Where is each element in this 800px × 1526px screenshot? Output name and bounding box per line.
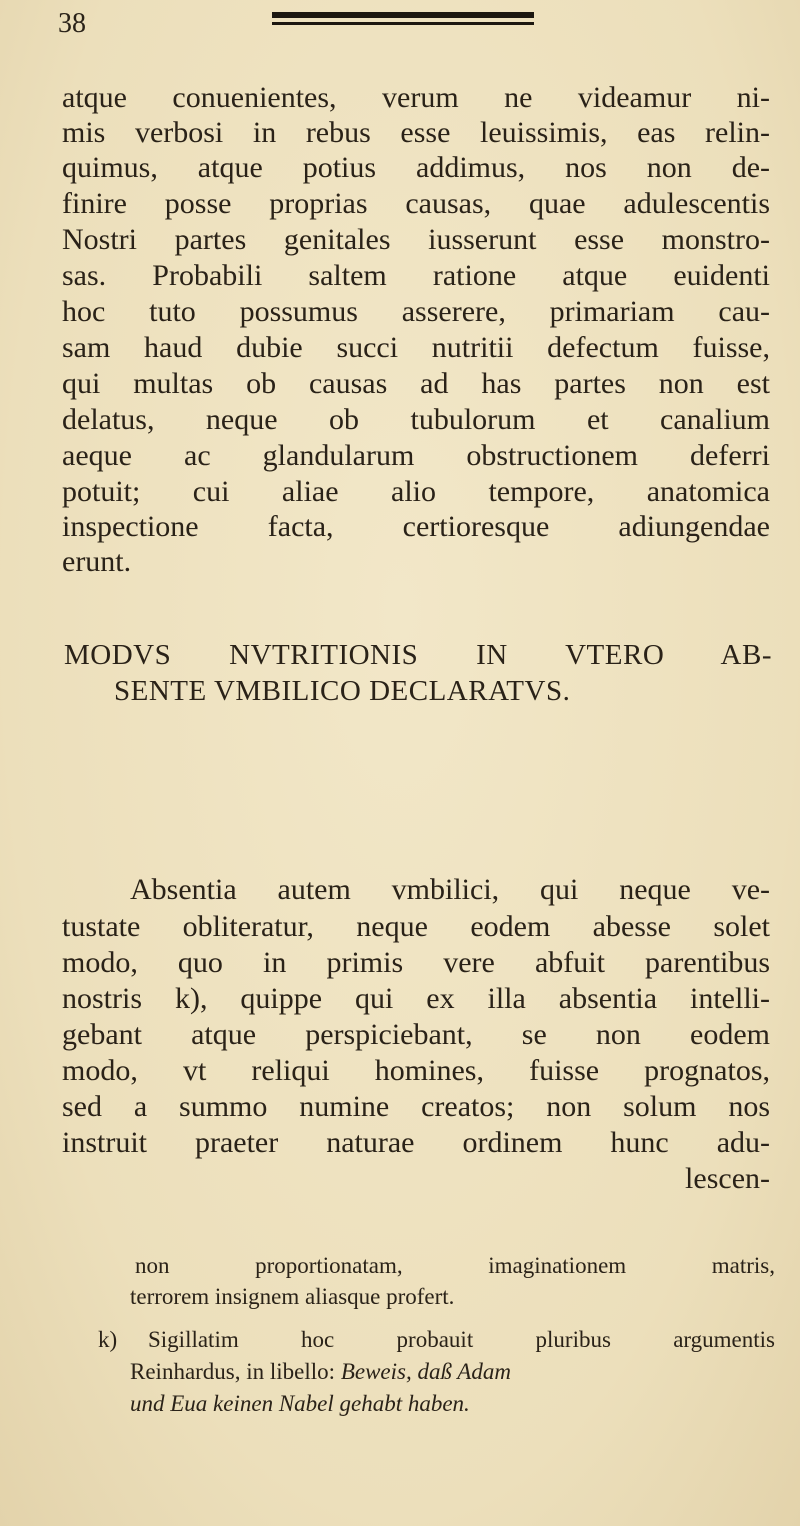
footnote-line: terrorem insignem aliasque profert. [130,1284,455,1309]
text-line: potuit; cui aliae alio tempore, anatomica [62,475,770,508]
footnote-line: Sigillatim hoc probauit pluribus argumentis [148,1327,775,1352]
text-line: hoc tuto possumus asserere, primariam cau- [62,295,770,328]
footnote-marker: k) [98,1327,118,1352]
text-line: delatus, neque ob tubulorum et canalium [62,403,770,436]
footnote-line [130,1357,511,1387]
footnote-text: Reinhardus, in libello: [130,1359,341,1384]
text-line: modo, vt reliqui homines, fuisse prognatos, [62,1054,770,1087]
text-line: Nostri partes genitales iusserunt esse monstro- [62,223,770,256]
text-line: sas. Probabili saltem ratione atque euidenti [62,259,770,292]
text-line: sam haud dubie succi nutritii defectum fuisse, [62,331,770,364]
text-line: sed a summo numine creatos; non solum nos [62,1090,770,1123]
book-title-cont: und Eua keinen Nabel gehabt haben. [130,1391,470,1416]
header-rule-thin [272,22,534,25]
text-line: gebant atque perspiciebant, se non eodem [62,1018,770,1051]
text-line: finire posse proprias causas, quae adulescentis [62,187,770,220]
heading-line: MODVS NVTRITIONIS IN VTERO AB- [64,639,772,671]
text-line: erunt. [62,545,132,578]
text-line: aeque ac glandularum obstructionem deferri [62,439,770,472]
text-line: mis verbosi in rebus esse leuissimis, eas relin- [62,116,770,149]
book-title: Beweis, daß Adam [340,1359,511,1384]
text-line: Absentia autem vmbilici, qui neque ve- [130,873,770,906]
footnote-line: non proportionatam, imaginationem matris, [135,1253,775,1278]
page-number: 38 [58,8,86,39]
text-line: modo, quo in primis vere abfuit parentibus [62,946,770,979]
text-line: inspectione facta, certioresque adiungendae [62,510,770,543]
text-line: nostris k), quippe qui ex illa absentia intelli- [62,982,770,1015]
text-line: tustate obliteratur, neque eodem abesse solet [62,910,770,943]
text-line: qui multas ob causas ad has partes non est [62,367,770,400]
text-line: quimus, atque potius addimus, nos non de- [62,151,770,184]
text-line: instruit praeter naturae ordinem hunc adu- [62,1126,770,1159]
header-rule-thick [272,12,534,18]
text-line: atque conuenientes, verum ne videamur ni- [62,81,770,114]
heading-line: SENTE VMBILICO DECLARATVS. [114,675,571,707]
catchword: lescen- [685,1162,770,1195]
